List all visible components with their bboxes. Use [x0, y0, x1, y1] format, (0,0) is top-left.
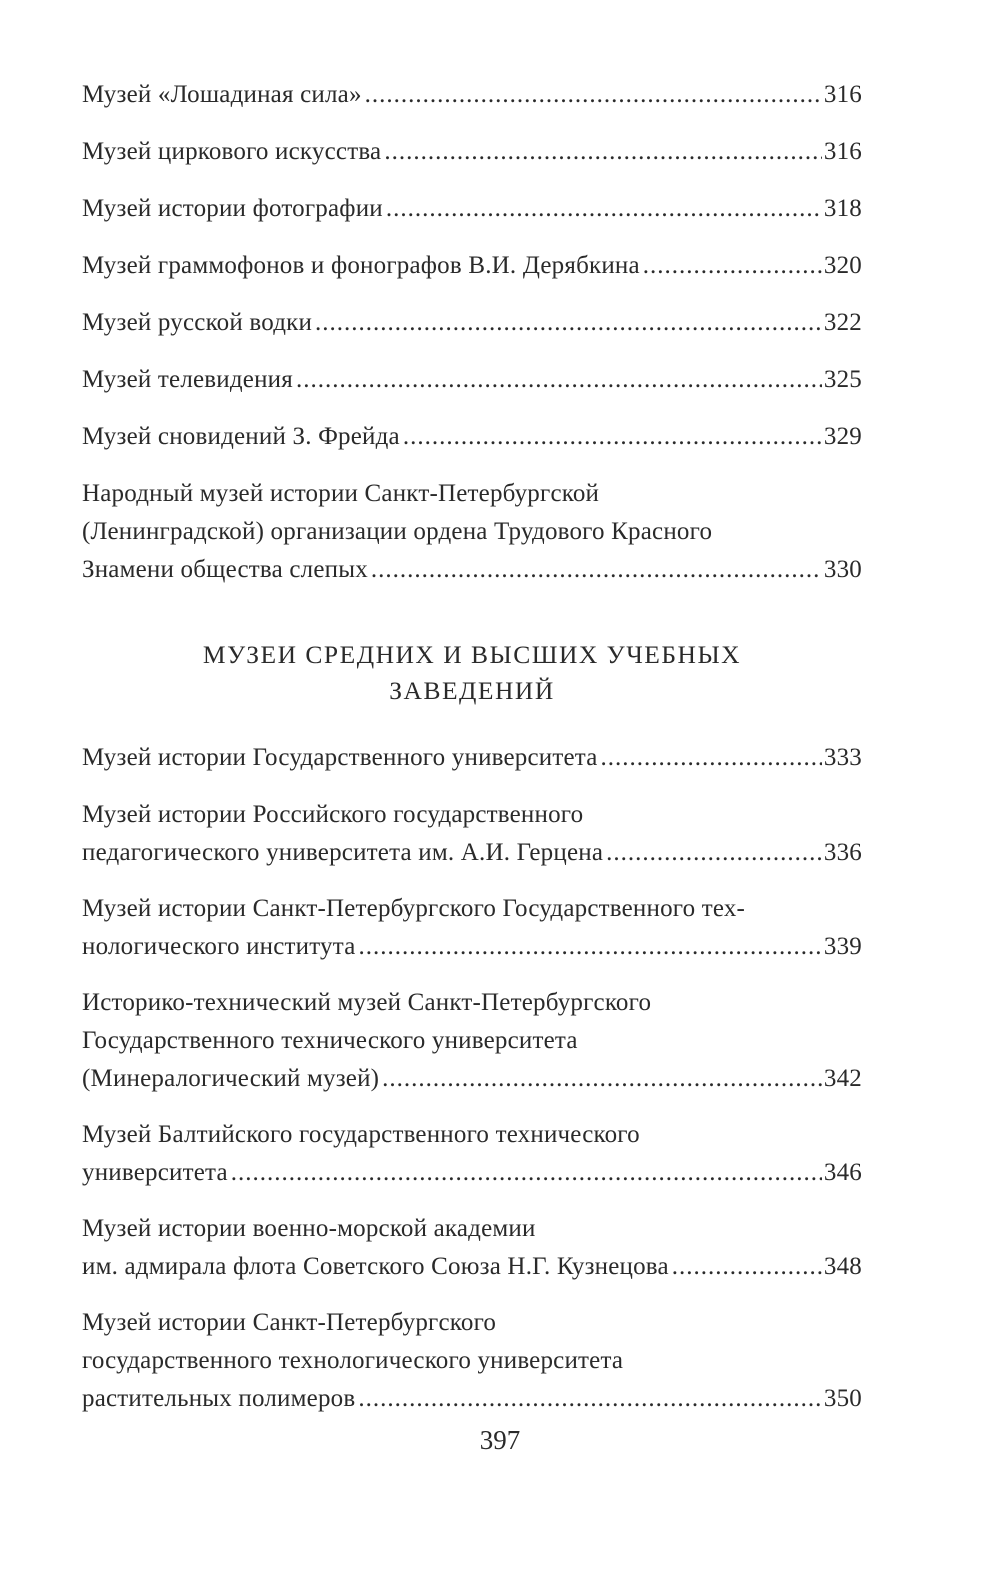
- toc-entry-title: Музей русской водки: [82, 309, 313, 336]
- toc-entry-title: педагогического университета им. А.И. Герцена: [82, 839, 604, 866]
- toc-entry-page: 320: [823, 252, 862, 279]
- toc-entry-page: 316: [823, 81, 862, 108]
- toc-entry-page: 342: [823, 1065, 862, 1092]
- toc-entry-title: Знамени общества слепых: [82, 556, 368, 583]
- toc-entry: [82, 1116, 862, 1192]
- toc-entry-title: Музей граммофонов и фонографов В.И. Дерябкина: [82, 252, 640, 279]
- page-number: 397: [479, 1425, 521, 1455]
- toc-entry-title: нологического института: [82, 933, 356, 960]
- toc-entry: [82, 133, 862, 171]
- toc-entry-page: 333: [823, 744, 862, 771]
- toc-entry-page: 330: [823, 556, 862, 583]
- toc-entry: [82, 190, 862, 228]
- section-heading-line: ЗАВЕДЕНИЙ: [389, 676, 555, 705]
- toc-entry-page: 336: [823, 839, 862, 866]
- toc-entry-title-line: Историко-технический музей Санкт-Петербургского: [82, 989, 652, 1016]
- toc-entry-title-line: Музей истории военно-морской академии: [82, 1215, 536, 1242]
- toc-entry-page: 322: [823, 309, 862, 336]
- section-heading-line: МУЗЕИ СРЕДНИХ И ВЫСШИХ УЧЕБНЫХ: [202, 640, 742, 669]
- toc-entry: [82, 739, 862, 777]
- toc-entry-title-line: Музей истории Санкт-Петербургского: [82, 1309, 497, 1336]
- toc-entry-page: 316: [823, 138, 862, 165]
- toc-entry-title-line: Музей истории Санкт-Петербургского Государственного тех-: [82, 895, 746, 922]
- toc-entry-page: 348: [823, 1253, 862, 1280]
- toc-entry-page: 350: [823, 1385, 862, 1412]
- toc-entry-page: 325: [823, 366, 862, 393]
- toc-entry-title: Музей сновидений З. Фрейда: [82, 423, 400, 450]
- toc-entry: [82, 796, 862, 872]
- toc-entry: [82, 304, 862, 342]
- toc-entry: [82, 984, 862, 1098]
- toc-entry-title-line: Музей Балтийского государственного технического: [82, 1121, 640, 1148]
- toc-entry: [82, 418, 862, 456]
- toc-entry-title: университета: [82, 1159, 228, 1186]
- toc-entry: [82, 247, 862, 285]
- toc-entry-page: 346: [823, 1159, 862, 1186]
- toc-entry-page: 329: [823, 423, 862, 450]
- toc-entry-title: Музей истории Государственного университета: [82, 744, 598, 771]
- toc-entry-title: Музей истории фотографии: [82, 195, 383, 222]
- toc-entry-title: Музей «Лошадиная сила»: [82, 81, 362, 108]
- section-heading: [82, 637, 862, 709]
- toc-entry-page: 318: [823, 195, 862, 222]
- toc-page: [82, 76, 862, 1436]
- toc-section-1: [82, 76, 862, 589]
- toc-entry-title-line: Народный музей истории Санкт-Петербургской: [82, 480, 600, 507]
- toc-entry-title: растительных полимеров: [82, 1385, 356, 1412]
- toc-entry: [82, 890, 862, 966]
- toc-section-2: [82, 739, 862, 1418]
- toc-entry-title: (Минералогический музей): [82, 1065, 380, 1092]
- toc-entry: [82, 475, 862, 589]
- toc-entry: [82, 76, 862, 114]
- toc-entry: [82, 1304, 862, 1418]
- toc-entry-title: им. адмирала флота Советского Союза Н.Г. Кузнецова: [82, 1253, 669, 1280]
- toc-entry: [82, 361, 862, 399]
- toc-entry-title: Музей циркового искусства: [82, 138, 382, 165]
- toc-entry-title-line: Музей истории Российского государственного: [82, 801, 584, 828]
- toc-entry-title-line: Государственного технического университета: [82, 1027, 578, 1054]
- toc-entry: [82, 1210, 862, 1286]
- toc-entry-page: 339: [823, 933, 862, 960]
- toc-entry-title: Музей телевидения: [82, 366, 293, 393]
- toc-entry-title-line: (Ленинградской) организации ордена Трудового Красного: [82, 518, 713, 545]
- toc-entry-title-line: государственного технологического университета: [82, 1347, 624, 1374]
